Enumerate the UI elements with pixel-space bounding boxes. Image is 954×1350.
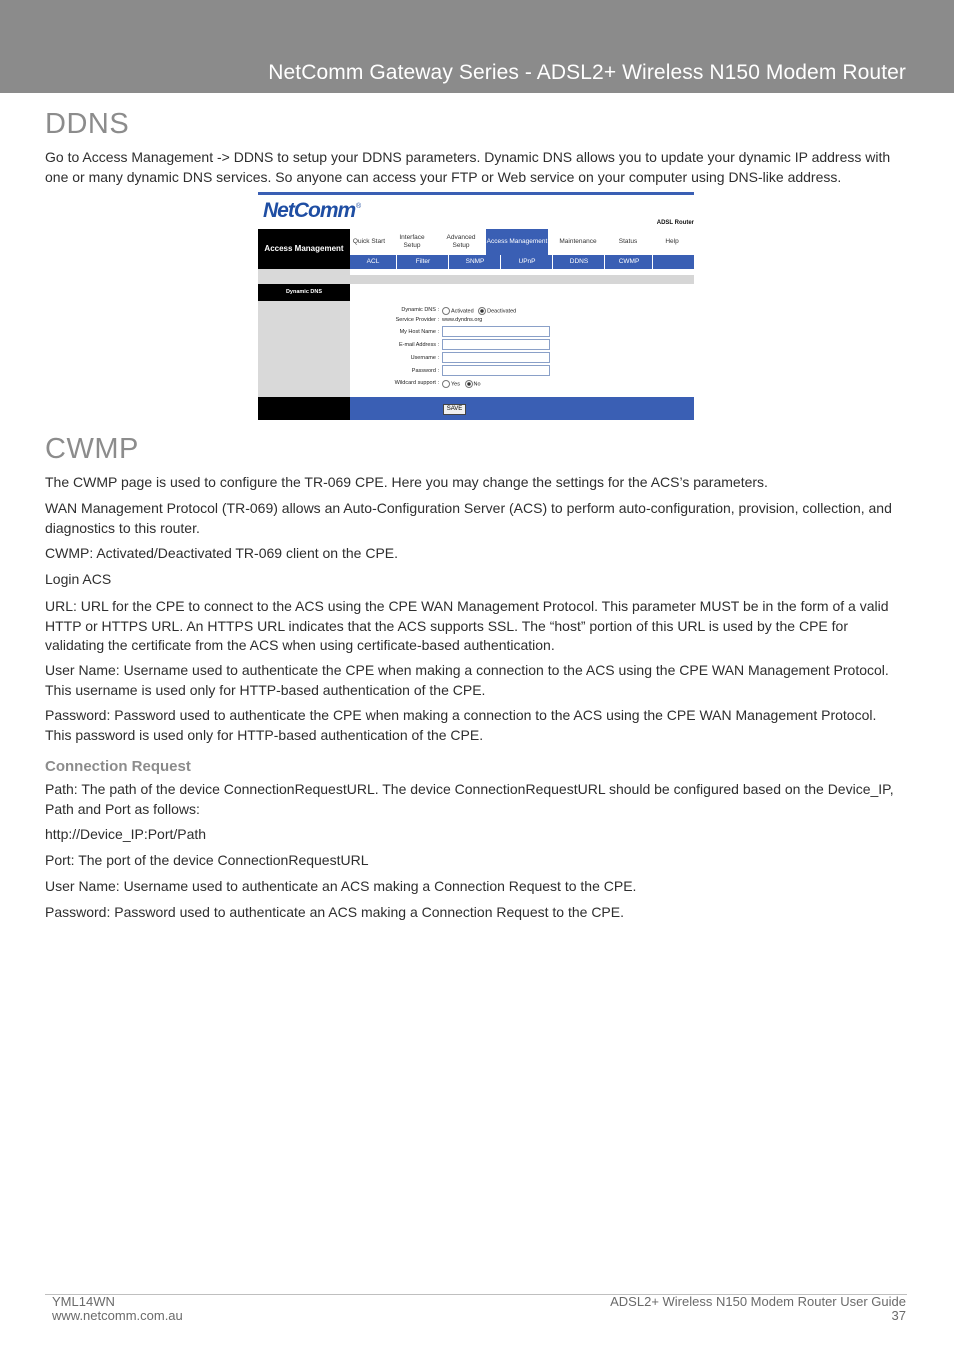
wildcard-no-label: No	[473, 381, 481, 388]
subtab-filter[interactable]: Filter	[398, 255, 449, 269]
subtab-upnp[interactable]: UPnP	[502, 255, 553, 269]
tab-maintenance[interactable]: Maintenance	[559, 238, 597, 245]
activated-radio[interactable]	[442, 307, 450, 315]
wildcard-yes-label: Yes	[451, 381, 460, 388]
netcomm-logo: NetComm	[263, 199, 356, 222]
conn-p1: Path: The path of the device ConnectionRequestURL. The device ConnectionRequestURL should be configured based on the Device_IP, Path and Port as follows:	[45, 781, 894, 817]
username-input[interactable]	[442, 352, 550, 363]
wildcard-yes-radio[interactable]	[442, 380, 450, 388]
section-label: Access Management	[258, 229, 350, 269]
panel-label: Dynamic DNS	[258, 284, 350, 301]
subtab-snmp[interactable]: SNMP	[450, 255, 501, 269]
footer-guide: ADSL2+ Wireless N150 Modem Router User Guide	[610, 1294, 906, 1309]
conn-p3: Port: The port of the device ConnectionRequestURL	[45, 852, 369, 868]
row-wildcard	[350, 380, 694, 392]
activated-label: Activated	[451, 308, 474, 315]
tab-status[interactable]: Status	[618, 238, 638, 245]
divider-strip	[350, 275, 694, 284]
deactivated-radio[interactable]	[478, 307, 486, 315]
conn-p4: User Name: Username used to authenticate an ACS making a Connection Request to the CPE.	[45, 878, 637, 894]
cwmp-p4: Login ACS	[45, 571, 112, 587]
footer-model: YML14WN	[52, 1294, 115, 1309]
footer-bar	[350, 397, 694, 420]
cwmp-p1: The CWMP page is used to configure the TR-069 CPE. Here you may change the settings for the ACS’s parameters.	[45, 474, 768, 490]
dynamic-dns-label: Dynamic DNS :	[401, 307, 439, 313]
wildcard-label: Wildcard support :	[394, 380, 439, 386]
subtab-acl[interactable]: ACL	[350, 255, 397, 269]
save-button[interactable]: SAVE	[443, 404, 466, 415]
password-input[interactable]	[442, 365, 550, 376]
footer-website: www.netcomm.com.au	[52, 1308, 183, 1323]
tab-interface-setup[interactable]: Interface Setup	[399, 234, 425, 249]
tab-advanced-setup[interactable]: Advanced Setup	[446, 234, 476, 249]
tab-help[interactable]: Help	[665, 238, 679, 245]
cwmp-title: CWMP	[45, 433, 139, 465]
footer-left	[258, 397, 350, 420]
ddns-title: DDNS	[45, 108, 130, 140]
page-header	[0, 0, 954, 93]
host-name-label: My Host Name :	[399, 329, 439, 335]
registered-mark: ®	[356, 203, 362, 210]
host-name-input[interactable]	[442, 326, 550, 337]
cwmp-p3: CWMP: Activated/Deactivated TR-069 client on the CPE.	[45, 545, 399, 561]
ddns-intro: Go to Access Management -> DDNS to setup your DDNS parameters. Dynamic DNS allows you to update your dynamic IP address with one or many dynamic DNS services. So anyone can access your FTP or Web service on your computer using DNS-like address.	[45, 149, 891, 185]
main-tabs	[350, 229, 694, 255]
tab-quick-start[interactable]: Quick Start	[352, 238, 386, 245]
email-input[interactable]	[442, 339, 550, 350]
row-password	[350, 368, 694, 380]
subtab-ddns[interactable]: DDNS	[554, 255, 605, 269]
product-name: ADSL Router	[656, 220, 694, 226]
router-screenshot	[258, 192, 694, 420]
cwmp-p2: WAN Management Protocol (TR-069) allows an Auto-Configuration Server (ACS) to perform auto-configuration, provision, collection, and diagnostics to this router.	[45, 500, 892, 536]
cwmp-p6: User Name: Username used to authenticate the CPE when making a connection to the ACS using the CPE WAN Management Protocol. This username is used only for HTTP-based authentication of the CPE.	[45, 662, 889, 698]
subtab-cwmp[interactable]: CWMP	[606, 255, 653, 269]
deactivated-label: Deactivated	[487, 308, 517, 315]
connection-request-title: Connection Request	[45, 758, 191, 775]
username-label: Username :	[410, 355, 439, 361]
sub-tabs	[350, 255, 694, 269]
page-number: 37	[891, 1308, 906, 1323]
wildcard-no-radio[interactable]	[465, 380, 473, 388]
service-provider-value: www.dyndns.org	[442, 317, 483, 323]
conn-p2: http://Device_IP:Port/Path	[45, 826, 207, 842]
service-provider-label: Service Provider :	[395, 317, 439, 323]
tab-access-management[interactable]: Access Management	[486, 229, 548, 255]
header-title: NetComm Gateway Series - ADSL2+ Wireless N150 Modem Router	[268, 61, 906, 84]
email-label: E-mail Address :	[398, 342, 439, 348]
cwmp-p5: URL: URL for the CPE to connect to the ACS using the CPE WAN Management Protocol. This parameter MUST be in the form of a valid HTTP or HTTPS URL. An HTTPS URL indicates that the ACS supports SSL. The “host” portion of this URL is used by the CPE for validating the certificate from the ACS when using certificate-based authentication.	[45, 598, 889, 653]
password-label: Password :	[411, 368, 439, 374]
conn-p5: Password: Password used to authenticate an ACS making a Connection Request to the CPE.	[45, 904, 624, 920]
cwmp-p7: Password: Password used to authenticate the CPE when making a connection to the ACS using the CPE WAN Management Protocol. This password is used only for HTTP-based authentication of the CPE.	[45, 707, 877, 743]
